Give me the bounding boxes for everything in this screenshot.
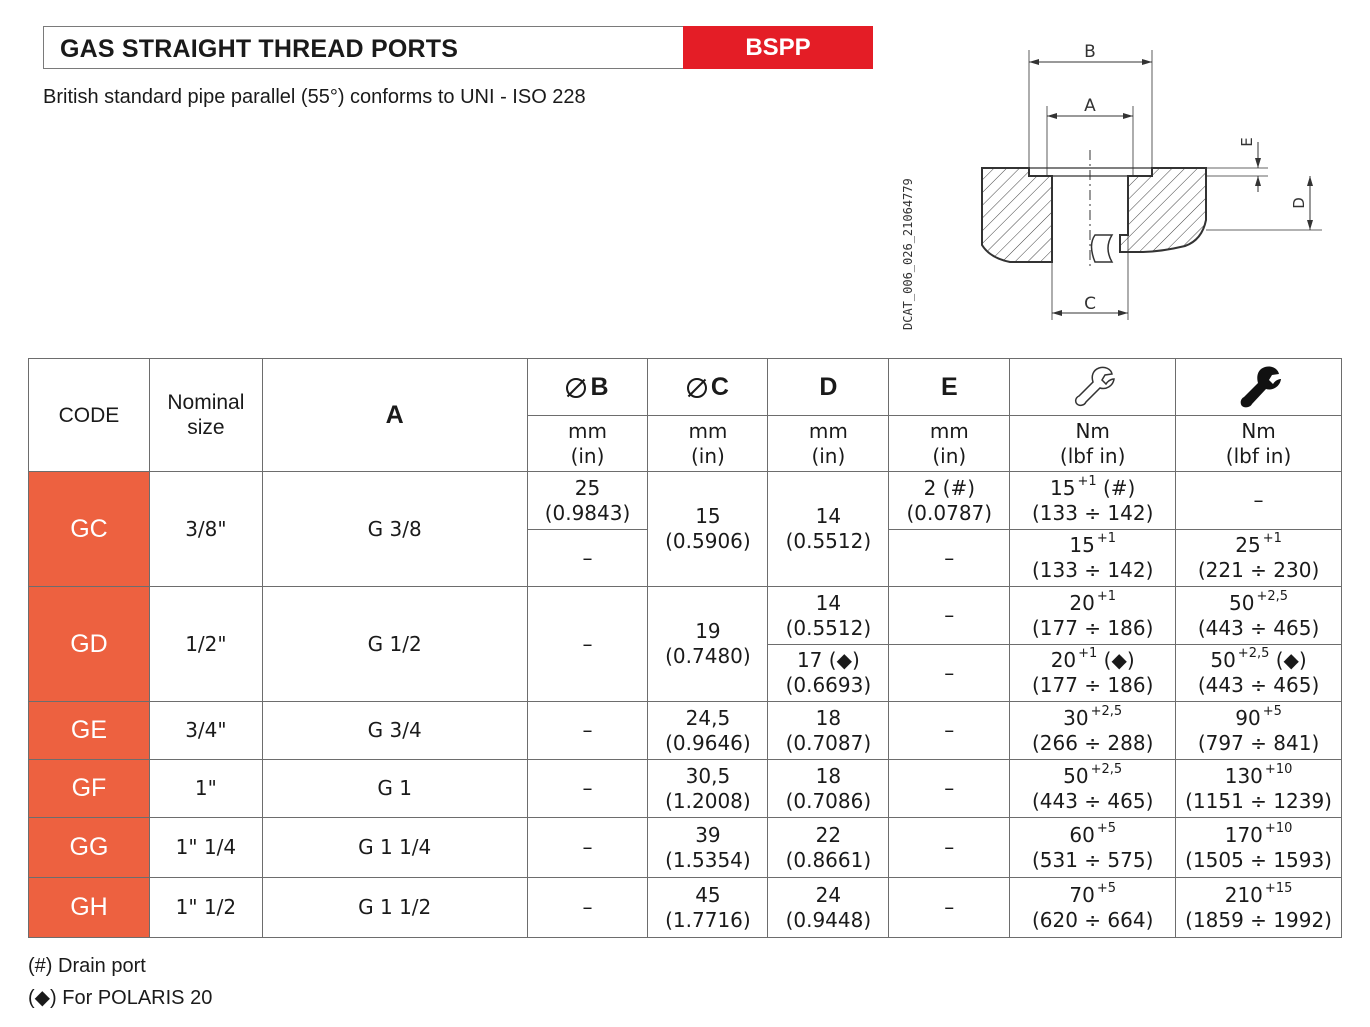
torque-value: 130 [1224,763,1263,788]
bspp-badge: BSPP [683,26,873,69]
a-cell: G 1/2 [262,587,527,702]
drain-hole [1092,235,1113,262]
nominal-cell: 1" 1/4 [149,818,262,878]
body-left-section [982,168,1052,262]
c-in: (0.9646) [665,730,751,755]
open-wrench-outline-icon [1069,363,1117,411]
torque-min-cell [1010,530,1176,587]
c-in: (0.5906) [665,529,751,553]
b-cell: – [527,702,648,760]
e-cell: – [889,878,1010,938]
col-header-e: E [889,359,1010,416]
polaris-mark: (◆) [28,987,57,1009]
col-header-c-label: C [710,372,729,401]
nominal-cell: 3/4" [149,702,262,760]
c-cell [648,878,768,938]
unit-mm: mm [568,418,607,443]
unit-in: (in) [570,443,605,468]
a-cell: G 1 1/4 [262,818,527,878]
d-cell [768,645,889,702]
unit-mm: mm [929,418,969,443]
torque-lbf: (1151 ÷ 1239) [1185,788,1332,813]
c-mm: 19 [695,619,721,643]
torque-tolerance: +1 [1096,588,1116,604]
torque-lbf: (531 ÷ 575) [1031,847,1154,872]
torque-value: 30 [1063,705,1089,730]
torque-value: 210 [1224,882,1263,907]
diameter-icon [687,378,707,398]
nominal-cell: 1" [149,760,262,818]
torque-min-cell [1010,878,1176,938]
nominal-cell: 3/8" [149,472,262,587]
torque-max-cell [1176,702,1342,760]
dim-d-label: D [1290,197,1308,209]
torque-value: 50 [1063,763,1089,788]
torque-value: 15 [1050,475,1076,500]
torque-lbf: (620 ÷ 664) [1031,907,1154,932]
d-mm: 24 [815,882,842,907]
code-cell: GC [29,472,150,587]
b-cell [527,472,648,530]
dim-b-label: B [1084,42,1096,62]
d-mm: 17 (◆) [796,648,860,672]
unit-c [648,416,768,472]
unit-nm: Nm [1075,418,1110,443]
d-cell [768,702,889,760]
torque-tolerance: +15 [1264,880,1293,896]
nominal-cell: 1" 1/2 [149,878,262,938]
a-cell: G 1 [262,760,527,818]
unit-in: (in) [691,443,725,468]
col-header-c [648,359,768,416]
torque-lbf: (177 ÷ 186) [1031,673,1154,697]
d-cell [768,587,889,645]
d-in: (0.7086) [785,788,872,813]
torque-lbf: (1505 ÷ 1593) [1185,847,1332,872]
c-mm: 39 [695,822,721,847]
torque-value: 20 [1069,590,1095,615]
torque-tolerance: +1 [1096,531,1116,547]
torque-value: 15 [1069,533,1095,557]
c-cell [648,587,768,702]
a-cell: G 3/8 [262,472,527,587]
b-mm: 25 [574,475,601,500]
torque-lbf: (133 ÷ 142) [1031,500,1154,525]
torque-tolerance: +1 [1078,646,1098,662]
torque-min-cell [1010,760,1176,818]
e-cell: – [889,702,1010,760]
d-cell [768,760,889,818]
torque-max-cell [1176,878,1342,938]
e-cell [889,472,1010,530]
torque-tolerance: +5 [1096,880,1116,896]
nominal-cell: 1/2" [149,587,262,702]
b-in: (0.9843) [544,500,631,525]
code-cell: GH [29,878,150,938]
torque-tolerance: +1 [1077,473,1097,489]
torque-value: 170 [1224,822,1263,847]
torque-lbf: (443 ÷ 465) [1031,788,1154,813]
c-cell [648,760,768,818]
unit-lbf-in: (lbf in) [1059,443,1126,468]
col-header-d: D [768,359,889,416]
torque-tolerance: +5 [1096,820,1116,836]
a-cell: G 1 1/2 [262,878,527,938]
torque-lbf: (266 ÷ 288) [1031,730,1154,755]
diameter-icon [566,378,586,398]
unit-b [527,416,648,472]
dim-a-label: A [1084,96,1096,116]
c-mm: 30,5 [685,763,731,788]
col-header-b-label: B [590,372,609,401]
col-header-code: CODE [29,359,150,472]
table-row [29,818,1342,878]
d-mm: 18 [815,763,842,788]
table-row [29,702,1342,760]
c-in: (1.5354) [665,847,751,872]
col-header-nominal [149,359,262,472]
unit-in: (in) [811,443,846,468]
d-in: (0.7087) [785,730,872,755]
col-header-torque-max [1176,359,1342,416]
nominal-header-label: Nominal size [167,391,245,439]
d-in: (0.8661) [785,847,872,872]
torque-max-cell [1176,760,1342,818]
footnote-drain-port: (#) Drain port [28,955,146,977]
d-in: (0.6693) [785,673,872,697]
title-bar [43,26,873,69]
unit-e [889,416,1010,472]
d-mm: 14 [815,504,842,528]
page-subtitle: British standard pipe parallel (55°) conforms to UNI - ISO 228 [43,86,586,108]
c-mm: 15 [695,504,721,528]
c-cell [648,472,768,587]
polaris-mark: (◆) [1275,648,1307,672]
wrench-solid-icon [1235,363,1283,411]
torque-tolerance: +2,5 [1090,703,1123,719]
torque-value: 20 [1050,648,1077,672]
d-in: (0.5512) [785,615,872,640]
d-mm: 18 [815,705,842,730]
e-cell: – [889,530,1010,587]
torque-value: 25 [1235,533,1261,557]
code-cell: GG [29,818,150,878]
e-cell: – [889,645,1010,702]
b-cell: – [527,587,648,702]
b-cell: – [527,878,648,938]
code-cell: GD [29,587,150,702]
torque-lbf: (1859 ÷ 1992) [1185,907,1332,932]
unit-nm: Nm [1241,418,1276,443]
polaris-mark: (◆) [1103,648,1135,672]
torque-max-cell [1176,587,1342,645]
torque-tolerance: +10 [1264,820,1293,836]
c-cell [648,818,768,878]
c-mm: 45 [695,882,721,907]
torque-tolerance: +10 [1264,761,1293,777]
torque-tolerance: +2,5 [1090,761,1123,777]
torque-max-cell [1176,530,1342,587]
torque-lbf: (797 ÷ 841) [1197,730,1320,755]
col-header-a: A [262,359,527,472]
drain-mark: (#) [1102,475,1136,500]
e-in: (0.0787) [906,500,993,525]
table-row [29,760,1342,818]
ports-spec-table [28,358,1342,938]
unit-torque-min [1010,416,1176,472]
c-mm: 24,5 [685,705,731,730]
port-section-drawing [890,30,1330,340]
d-cell [768,818,889,878]
torque-min-cell [1010,587,1176,645]
table-row [29,587,1342,645]
torque-lbf: (443 ÷ 465) [1197,615,1320,640]
torque-lbf: (221 ÷ 230) [1197,558,1320,582]
torque-min-cell [1010,645,1176,702]
unit-lbf-in: (lbf in) [1225,443,1292,468]
torque-lbf: (177 ÷ 186) [1031,615,1154,640]
torque-min-cell [1010,472,1176,530]
torque-value: 90 [1235,705,1261,730]
torque-min-cell [1010,702,1176,760]
unit-mm: mm [688,418,728,443]
e-mm: 2 (#) [923,475,976,500]
d-mm: 22 [815,822,842,847]
a-cell: G 3/4 [262,702,527,760]
torque-tolerance: +5 [1262,703,1282,719]
torque-max-cell: – [1176,472,1342,530]
d-cell [768,472,889,587]
polaris-text: For POLARIS 20 [56,987,213,1009]
unit-torque-max [1176,416,1342,472]
c-in: (1.2008) [665,788,751,813]
table-row [29,878,1342,938]
unit-d [768,416,889,472]
e-cell: – [889,818,1010,878]
code-cell: GF [29,760,150,818]
b-cell: – [527,530,648,587]
torque-max-cell [1176,645,1342,702]
torque-lbf: (133 ÷ 142) [1031,558,1154,582]
unit-mm: mm [808,418,848,443]
torque-max-cell [1176,818,1342,878]
body-right-section [1120,168,1206,252]
torque-value: 50 [1229,590,1255,615]
b-cell: – [527,760,648,818]
c-in: (0.7480) [665,644,751,668]
torque-value: 50 [1210,648,1236,672]
d-cell [768,878,889,938]
catalog-id-label: DCAT_006_026_21064779 [901,178,915,330]
d-in: (0.5512) [785,529,872,553]
torque-min-cell [1010,818,1176,878]
unit-in: (in) [932,443,967,468]
torque-tolerance: +2,5 [1237,646,1270,662]
torque-value: 60 [1069,822,1095,847]
e-cell: – [889,760,1010,818]
e-cell: – [889,587,1010,645]
col-header-b [527,359,648,416]
torque-tolerance: +1 [1262,531,1282,547]
d-mm: 14 [815,590,842,615]
footnote-polaris [28,985,212,1010]
page-title: GAS STRAIGHT THREAD PORTS [60,35,459,63]
dim-c-label: C [1084,294,1096,314]
c-in: (1.7716) [665,907,751,932]
col-header-torque-min [1010,359,1176,416]
torque-value: 70 [1069,882,1095,907]
d-in: (0.9448) [785,907,872,932]
torque-tolerance: +2,5 [1256,588,1289,604]
code-cell: GE [29,702,150,760]
table-row [29,472,1342,530]
b-cell: – [527,818,648,878]
dim-e-label: E [1238,137,1256,147]
c-cell [648,702,768,760]
torque-lbf: (443 ÷ 465) [1197,673,1320,697]
